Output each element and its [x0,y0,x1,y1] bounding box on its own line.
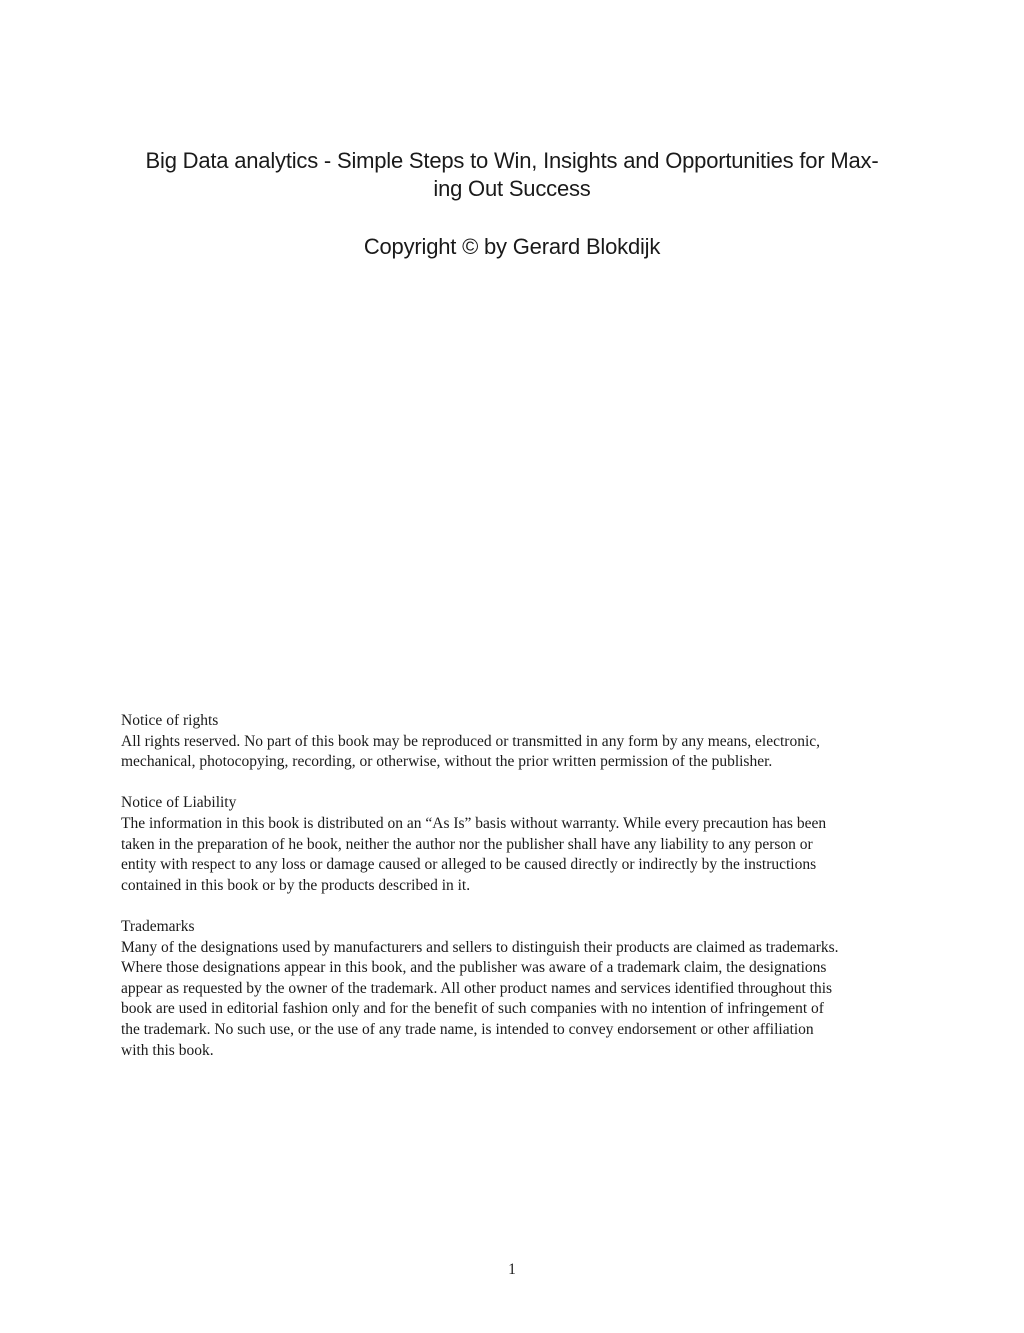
notice-of-liability-section [121,793,911,896]
paragraph-line: mechanical, photocopying, recording, or otherwise, without the prior written permission of the publisher. [121,753,773,771]
paragraph-line: appear as requested by the owner of the trademark. All other product names and services identified throughout this [121,979,833,997]
paragraph-line: Many of the designations used by manufacturers and sellers to distinguish their products are claimed as trademarks. [121,938,839,956]
section-heading: Notice of Liability [121,794,237,812]
page-number: 1 [508,1261,516,1278]
paragraph-line: contained in this book or by the products described in it. [121,876,471,894]
trademarks-section [121,917,911,1061]
copyright-line: Copyright © by Gerard Blokdijk [363,234,661,259]
paragraph-line: Where those designations appear in this book, and the publisher was aware of a trademark claim, the designations [121,959,827,977]
paragraph-line: entity with respect to any loss or damage caused or alleged to be caused directly or indirectly by the instructions [121,856,817,874]
paragraph-line: with this book. [121,1041,214,1059]
section-heading: Trademarks [121,917,195,935]
notice-of-rights-section [121,711,911,773]
title-block [110,147,914,261]
paragraph-line: The information in this book is distributed on an “As Is” basis without warranty. While every precaution has been [121,814,827,832]
section-heading: Notice of rights [121,712,219,729]
book-title-line: ing Out Success [433,176,591,201]
paragraph-line: the trademark. No such use, or the use of any trade name, is intended to convey endorsement or other affiliation [121,1020,814,1038]
paragraph-line: taken in the preparation of he book, neither the author nor the publisher shall have any liability to any person or [121,835,813,853]
book-title-line: Big Data analytics - Simple Steps to Win, Insights and Opportunities for Max- [145,148,879,173]
paragraph-line: All rights reserved. No part of this book may be reproduced or transmitted in any form by any means, electronic, [121,732,821,750]
paragraph-line: book are used in editorial fashion only and for the benefit of such companies with no intention of infringement of [121,1000,824,1018]
legal-notices [121,711,911,1082]
